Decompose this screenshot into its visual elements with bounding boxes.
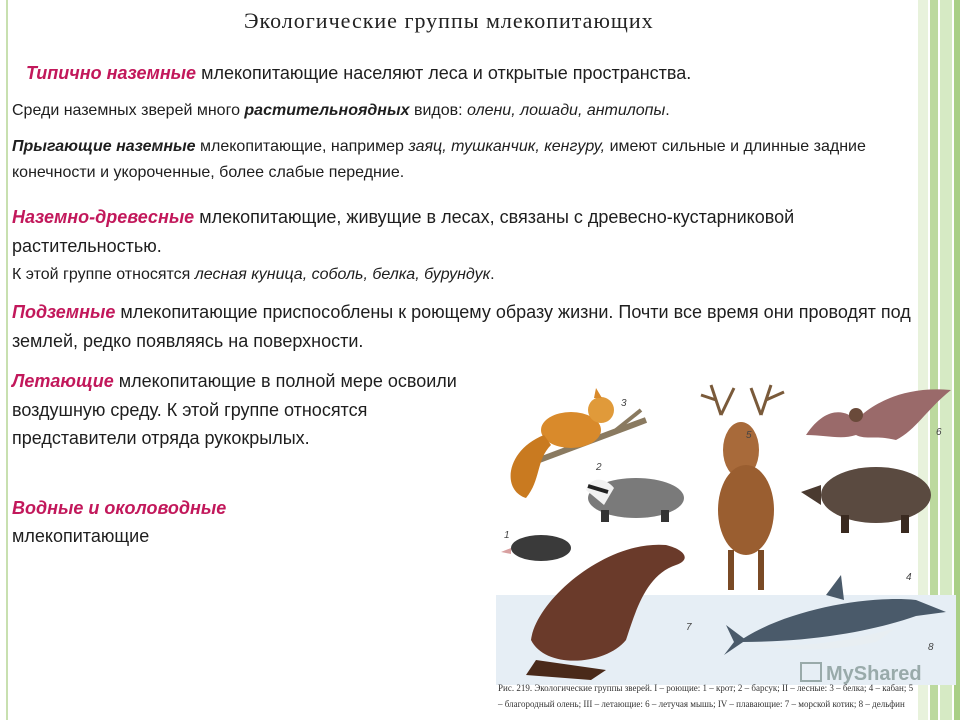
slide-title: Экологические группы млекопитающих <box>244 8 654 33</box>
paragraph-aquatic: Водные и околоводные млекопитающие <box>12 494 412 550</box>
label-6: 6 <box>936 427 942 438</box>
term-flying: Летающие <box>12 371 114 391</box>
term-terrestrial: Типично наземные <box>26 63 197 83</box>
bat-illustration <box>806 389 951 440</box>
term-aquatic: Водные и околоводные <box>12 498 227 518</box>
label-1: 1 <box>504 530 510 541</box>
left-border-line <box>6 0 8 720</box>
boar-illustration <box>801 467 931 583</box>
label-3: 3 <box>621 398 627 409</box>
paragraph-flying: Летающие млекопитающие в полной мере освоили воздушную среду. К этой группе относятся представители отряда рукокрылых. <box>12 371 457 448</box>
paragraph-arboreal: Наземно-древесные млекопитающие, живущие в лесах, связаны с древесно-кустарниковой растительностью. <box>12 207 795 256</box>
label-7: 7 <box>686 622 692 633</box>
term-underground: Подземные <box>12 302 116 322</box>
paragraph-terrestrial: Типично наземные млекопитающие населяют леса и открытые пространства. <box>26 63 692 83</box>
label-5: 5 <box>746 430 752 441</box>
paragraph-arboreal-examples: К этой группе относятся лесная куница, соболь, белка, бурундук. <box>12 266 495 283</box>
label-8: 8 <box>928 642 934 653</box>
deer-illustration <box>701 385 784 590</box>
figure-caption: Рис. 219. Экологические группы зверей. I – роющие: 1 – крот; 2 – барсук; II – лесные: 3 – белка; 4 – кабан; 5 – благородный олень; III – летающие: 6 – летучая мышь; IV – плавающие: 7 – морской котик; 8 – дельфин <box>498 683 914 709</box>
label-2: 2 <box>596 462 602 473</box>
label-4: 4 <box>906 572 912 583</box>
paragraph-herbivores: Среди наземных зверей много растительноядных видов: олени, лошади, антилопы. <box>12 102 670 119</box>
presentation-icon <box>800 662 822 682</box>
paragraph-jumping: Прыгающие наземные млекопитающие, например заяц, тушканчик, кенгуру, имеют сильные и длинные задние конечности и укороченные, более слабые передние. <box>12 138 866 181</box>
badger-illustration <box>586 462 684 522</box>
term-arboreal: Наземно-древесные <box>12 207 195 227</box>
mole-illustration <box>501 530 571 561</box>
paragraph-underground: Подземные млекопитающие приспособлены к роющему образу жизни. Почти все время они проводят под землей, редко появляясь на поверхности. <box>12 302 911 351</box>
watermark: MyShared <box>800 662 922 686</box>
